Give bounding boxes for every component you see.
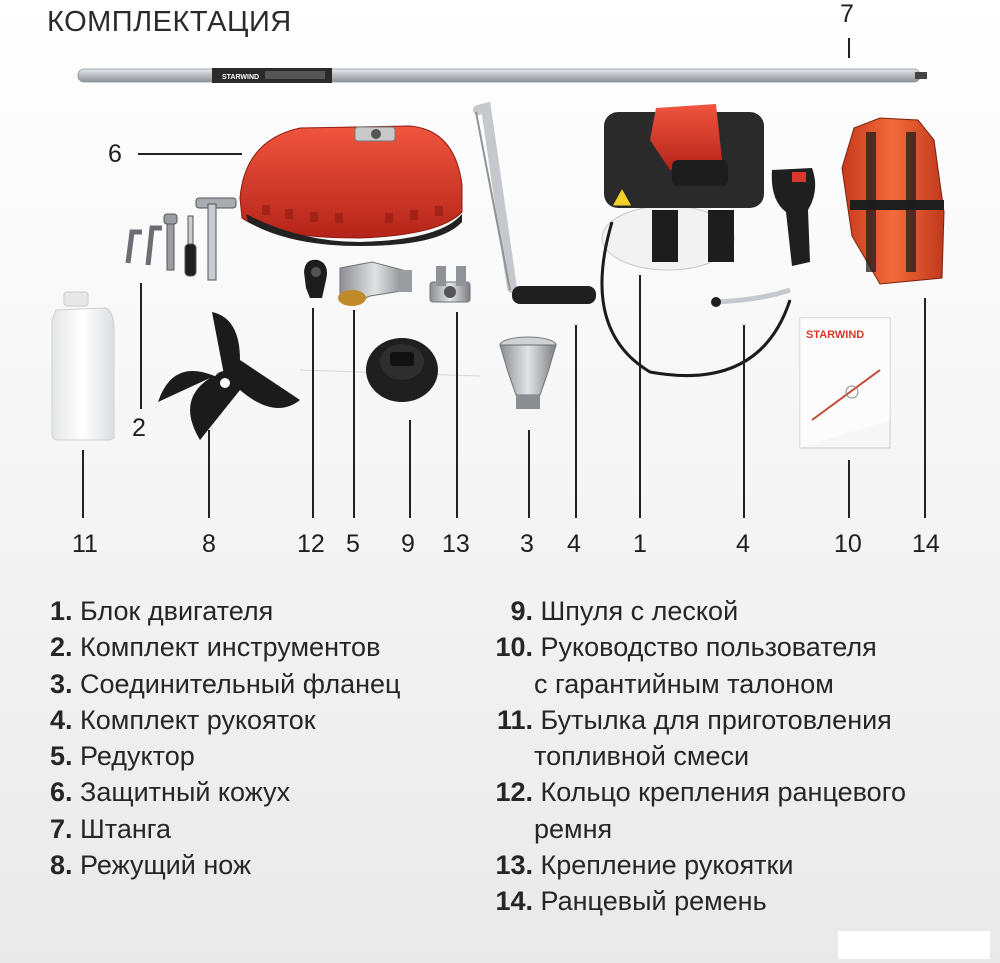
leader-line-3 [528, 430, 530, 518]
callout-8: 8 [202, 530, 216, 558]
leader-line-7 [848, 38, 850, 58]
legend-text: Штанга [80, 813, 172, 844]
callout-5: 5 [346, 530, 360, 558]
callout-9: 9 [401, 530, 415, 558]
legend-number: 4. [50, 704, 73, 735]
legend-number: 3. [50, 668, 73, 699]
leader-line-9 [409, 420, 411, 518]
callout-6: 6 [108, 140, 122, 168]
legend-text: Шпуля с леской [540, 596, 739, 626]
legend-item-6 [50, 774, 401, 810]
guard-drawing [240, 126, 462, 246]
legend-number: 9. [510, 596, 533, 626]
leader-line-13 [456, 312, 458, 518]
legend-left-column [50, 593, 401, 883]
harness-ring-drawing [304, 260, 327, 298]
legend-item-2 [50, 629, 401, 665]
legend-item-12 [484, 774, 906, 810]
page-title: КОМПЛЕКТАЦИЯ [47, 6, 292, 38]
manual-drawing [800, 318, 890, 448]
legend-item-12-continued: ремня [534, 813, 613, 844]
backpack-harness-drawing [842, 118, 944, 284]
leader-line-10 [848, 460, 850, 518]
callout-3: 3 [520, 530, 534, 558]
fuel-bottle-drawing [52, 292, 114, 440]
shaft-rod-drawing [78, 68, 927, 83]
leader-line-4b [743, 325, 745, 518]
legend-text: Блок двигателя [80, 596, 274, 626]
callout-12: 12 [297, 530, 325, 558]
legend-item-1 [50, 593, 401, 629]
trimmer-head-drawing [300, 338, 480, 402]
leader-line-2 [140, 283, 142, 409]
legend-item-11 [484, 702, 906, 738]
legend-text: Редуктор [80, 741, 195, 772]
legend-item-7 [50, 811, 401, 847]
tool-kit-drawing [128, 198, 236, 280]
leader-line-4a [575, 325, 577, 518]
legend-item-8 [50, 847, 401, 883]
legend-item-14 [484, 883, 906, 919]
callout-2: 2 [132, 414, 146, 442]
callout-10: 10 [834, 530, 862, 558]
legend-number: 6. [50, 777, 73, 808]
leader-line-12 [312, 308, 314, 518]
leader-line-8 [208, 430, 210, 518]
handle-bar-drawing [476, 108, 596, 304]
leader-line-6 [138, 153, 242, 155]
legend-number: 5. [50, 741, 73, 772]
legend-text: Комплект рукояток [80, 704, 316, 735]
cutting-blade-drawing [158, 312, 300, 440]
legend-text: Защитный кожух [80, 777, 291, 808]
callout-1: 1 [633, 530, 647, 558]
callout-4a: 4 [567, 530, 581, 558]
legend-number: 13. [495, 850, 533, 881]
callout-11: 11 [72, 530, 98, 558]
legend-text: Кольцо крепления ранцевого [540, 777, 906, 808]
manual-brand-label: STARWIND [806, 329, 865, 341]
legend-number: 1. [50, 596, 73, 626]
flange-drawing [500, 337, 556, 409]
legend-number: 8. [50, 850, 73, 881]
leader-line-5 [353, 310, 355, 518]
legend-number: 7. [50, 813, 73, 844]
engine-drawing [602, 104, 815, 376]
legend-item-13 [484, 847, 906, 883]
corner-patch [838, 931, 990, 959]
handle-clamp-drawing [430, 266, 470, 302]
legend-text: Режущий нож [80, 850, 252, 881]
legend-text: Крепление рукоятки [540, 850, 794, 881]
legend-text: Руководство пользователя [540, 632, 877, 663]
leader-line-14 [924, 298, 926, 518]
legend-item-4 [50, 702, 401, 738]
legend-item-10-continued: с гарантийным талоном [534, 668, 834, 699]
shaft-brand-label: STARWIND [222, 74, 260, 81]
legend-text: Соединительный фланец [80, 668, 401, 699]
legend-item-5 [50, 738, 401, 774]
leader-line-1 [639, 275, 641, 518]
callout-7: 7 [840, 0, 854, 28]
legend-number: 11. [496, 704, 533, 735]
callout-14: 14 [912, 530, 940, 558]
legend-right-column [484, 593, 906, 920]
legend-item-9 [484, 593, 906, 629]
legend-item-11-continued: топливной смеси [534, 741, 750, 772]
callout-13: 13 [442, 530, 470, 558]
legend-text: Ранцевый ремень [540, 886, 767, 917]
leader-line-11 [82, 450, 84, 518]
legend-text: Комплект инструментов [80, 632, 381, 663]
legend-number: 14. [495, 886, 533, 917]
legend-item-3 [50, 666, 401, 702]
legend-text: Бутылка для приготовления [540, 704, 892, 735]
legend-number: 12. [495, 777, 533, 808]
gearbox-drawing [338, 262, 412, 306]
legend-item-10 [484, 629, 906, 665]
legend-number: 2. [50, 632, 73, 663]
legend-number: 10. [495, 632, 533, 663]
callout-4b: 4 [736, 530, 750, 558]
